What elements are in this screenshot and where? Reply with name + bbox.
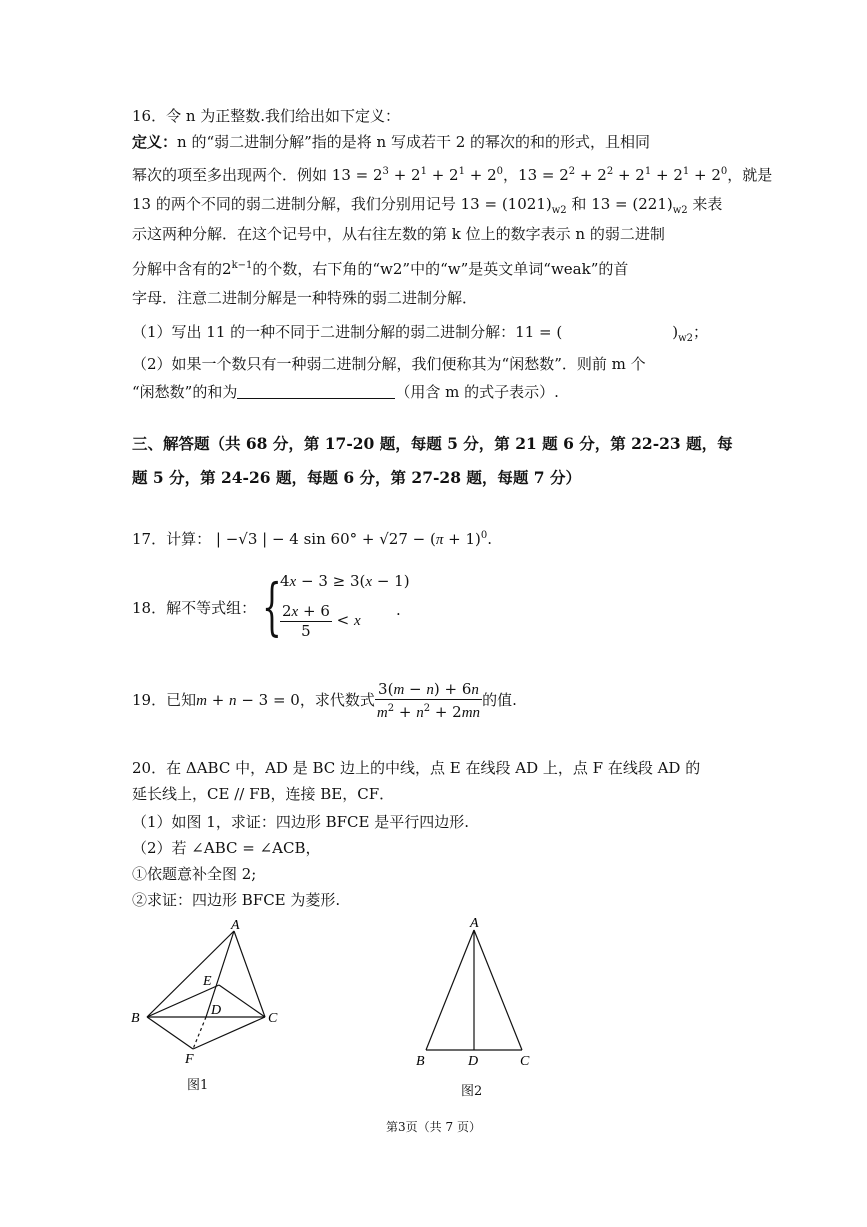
fig2-segment-ab [426,930,474,1050]
fig1-label-d: D [211,1003,222,1018]
q16-line2 [132,132,650,152]
q20-line5: ①依题意补全图 2; [132,865,257,883]
q16-part2c-text: （用含 m 的式子表示）. [395,383,559,401]
q16-line6b: 的个数，右下角的“w2”中的“w”是英文单词“weak”的首 [252,260,629,278]
q16-line4-text: 13 的两个不同的弱二进制分解，我们分别用记号 [132,195,456,213]
q16-part1-close: ) [672,323,679,341]
left-brace: { [262,570,282,643]
notation-2: $13 = (221)_{w2}$ [591,195,688,216]
power-term: $2^{k-1}$ [222,260,253,278]
figure-2 [410,912,540,1072]
q17-label: 17．计算： [132,530,212,548]
q20-line3: （1）如图 1，求证：四边形 BFCE 是平行四边形. [132,813,470,831]
q16-part2a: （2）如果一个数只有一种弱二进制分解，我们便称其为“闲愁数”．则前 m 个 [132,355,646,373]
q17: 17．计算： | −√3 | − 4 $\sin 60^\circ + √27 - (\pi + 1)^0$. [132,530,492,548]
q16-line6a: 分解中含有的 [132,260,223,278]
figure-1 [125,915,295,1065]
q20-line2: 延长线上，CE // FB，连接 BE，CF． [132,785,395,803]
q16-line1: 16．令 n 为正整数.我们给出如下定义： [132,107,401,125]
q16-part2b-text: “闲愁数”的和为 [132,383,238,401]
fig1-segment-fc [193,1017,265,1049]
q19-condition: m + n − 3 = 0 [196,691,300,709]
q19-mid: ，求代数式 [299,691,375,709]
q16-part1 [132,322,708,349]
q16-line2-text: n 的“弱二进制分解”指的是将 n 写成若干 2 的幂次的和的形式，且相同 [177,133,651,151]
definition-label: 定义： [132,133,178,151]
q17-expression: | −√3 | − 4 $\sin 60^\circ + √27 - (\pi + 1)^0$ [215,530,488,548]
answer-blank-2[interactable] [237,382,395,399]
inequality-1: 4x − 3 ≥ 3(x − 1) [280,572,410,590]
example-formula-1: $13 = 2^3 + 2^1 + 2^1 + 2^0$ [331,166,504,184]
fig1-segment-ec [219,985,265,1017]
section3-title-line2: 题 5 分，第 24-26 题，每题 6 分，第 27-28 题，每题 7 分） [132,468,581,487]
fig1-label-b: B [131,1011,140,1026]
q19-fraction: $\frac{3(m - n) + 6n}{m^2 + n^2 + 2mn}$ [376,680,481,721]
inequality-2: $\frac{2x + 6}{5}$ < x [282,602,361,640]
fig1-caption: 图1 [187,1078,209,1093]
q20-line4: （2）若 ∠ABC = ∠ACB， [132,839,321,857]
q19-tail: 的值. [482,691,517,709]
fig2-label-d: D [468,1054,479,1069]
q16-line5: 示这两种分解．在这个记号中，从右往左数的第 k 位上的数字表示 n 的弱二进制 [132,225,665,243]
q16-line4: 13 的两个不同的弱二进制分解，我们分别用记号 $13 = (1021)_{w2}$ 和 $13 = (221)_{w2}$ 来表 [132,195,723,216]
fig2-label-b: B [416,1054,425,1069]
q20-line1: 20．在 ΔABC 中，AD 是 BC 边上的中线，点 E 在线段 AD 上，点 F 在线段 AD 的 [132,759,701,777]
section3-title-line1: 三、解答题（共 68 分，第 17-20 题，每题 5 分，第 21 题 6 分，第 22-23 题，每 [132,434,733,453]
q16-part1-sub: w2 [678,333,693,344]
q16-part1-text: （1）写出 11 的一种不同于二进制分解的弱二进制分解：11 = ( [132,323,563,341]
fig1-segment-bf [147,1017,193,1049]
notation-1: $13 = (1021)_{w2}$ [460,195,567,216]
q16-line7: 字母．注意二进制分解是一种特殊的弱二进制分解． [132,289,478,307]
fig2-caption: 图2 [461,1084,483,1099]
q20-line6: ②求证：四边形 BFCE 为菱形. [132,891,341,909]
fig1-segment-be [147,985,222,1018]
fig1-label-a: A [231,918,240,933]
fig2-segment-ac [474,930,522,1050]
q18-label: 18．解不等式组： [132,599,257,617]
q18-tail: . [396,601,401,619]
q16-line3-text: 幂次的项至多出现两个．例如 [132,166,328,184]
page-footer: 第3页（共 7 页） [386,1120,481,1134]
q16-line6 [132,256,628,279]
inequality-system [262,570,410,644]
example-formula-2: $13 = 2^2 + 2^2 + 2^1 + 2^1 + 2^0$ [518,166,728,184]
fig1-segment-ac [234,931,265,1017]
fig2-label-a: A [470,916,479,931]
q16-part2b [132,382,559,402]
fig1-label-c: C [268,1011,278,1026]
q16-line3: 幂次的项至多出现两个．例如 $13 = 2^3 + 2^1 + 2^1 + 2^0$，$13 = 2^2 + 2^2 + 2^1 + 2^1 + 2^0$，就是 [132,166,773,184]
q19 [132,680,517,722]
q16-part1-tail: ； [693,323,709,341]
fig2-label-c: C [520,1054,530,1069]
fig1-label-f: F [185,1052,194,1065]
q16-line4-end: 来表 [692,195,723,213]
q19-label: 19．已知 [132,691,197,709]
fig1-label-e: E [203,974,212,989]
